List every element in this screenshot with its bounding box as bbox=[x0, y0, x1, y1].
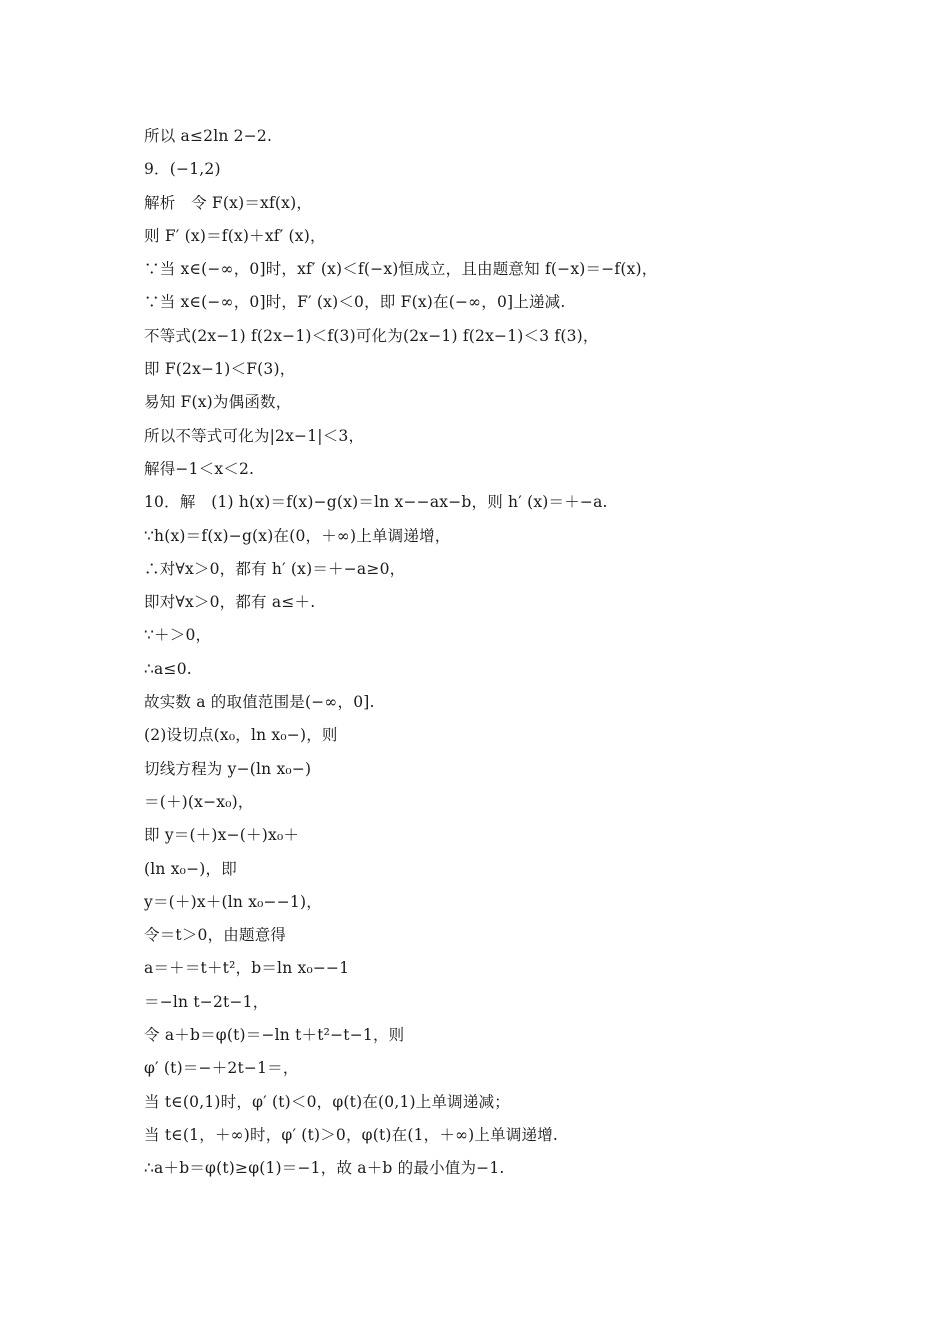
text-line: (ln x₀−)，即 bbox=[144, 859, 237, 878]
text-line: 即 y＝(＋)x−(＋)x₀＋ bbox=[144, 826, 300, 845]
text-line: 当 t∈(1，＋∞)时，φ′ (t)＞0，φ(t)在(1，＋∞)上单调递增. bbox=[144, 1125, 559, 1144]
text-line: 即对∀x＞0，都有 a≤＋. bbox=[144, 593, 316, 612]
text-line: φ′ (t)＝−＋2t−1＝， bbox=[144, 1059, 299, 1078]
text-line: ∴对∀x＞0，都有 h′ (x)＝＋−a≥0， bbox=[144, 559, 406, 578]
text-line: 10．解 (1) h(x)＝f(x)−g(x)＝ln x−−ax−b，则 h′ (x)＝＋−a. bbox=[144, 493, 608, 512]
text-line: 则 F′ (x)＝f(x)＋xf′ (x)， bbox=[144, 226, 326, 245]
text-line: y＝(＋)x＋(ln x₀−−1)， bbox=[144, 892, 322, 911]
text-line: ＝(＋)(x−x₀)， bbox=[144, 792, 254, 811]
text-line: 解析 令 F(x)＝xf(x)， bbox=[144, 193, 313, 212]
solution-text bbox=[144, 120, 824, 1186]
text-line: ＝−ln t−2t−1， bbox=[144, 992, 269, 1011]
text-line: 所以不等式可化为|2x−1|＜3， bbox=[144, 426, 365, 445]
text-line: 切线方程为 y−(ln x₀−) bbox=[144, 759, 312, 778]
text-line: 故实数 a 的取值范围是(−∞，0]. bbox=[144, 693, 375, 712]
text-line: a＝＋＝t＋t²，b＝ln x₀−−1 bbox=[144, 959, 350, 978]
text-line: ∴a＋b＝φ(t)≥φ(1)＝−1，故 a＋b 的最小值为−1. bbox=[144, 1159, 505, 1178]
text-line: ∵h(x)＝f(x)−g(x)在(0，＋∞)上单调递增， bbox=[144, 526, 451, 545]
text-line: 令 a＋b＝φ(t)＝−ln t＋t²−t−1，则 bbox=[144, 1026, 405, 1045]
text-line: 9．(−1,2) bbox=[144, 160, 221, 179]
text-line: 解得−1＜x＜2. bbox=[144, 459, 255, 478]
text-line: 令＝t＞0，由题意得 bbox=[144, 926, 287, 945]
text-line: ∵当 x∈(−∞，0]时，F′ (x)＜0，即 F(x)在(−∞，0]上递减. bbox=[144, 293, 566, 312]
text-line: ∴a≤0. bbox=[144, 659, 192, 678]
text-line: (2)设切点(x₀，ln x₀−)，则 bbox=[144, 726, 338, 745]
text-line: 所以 a≤2ln 2−2. bbox=[144, 127, 273, 145]
text-line: 即 F(2x−1)＜F(3)， bbox=[144, 360, 296, 379]
text-line: 易知 F(x)为偶函数， bbox=[144, 393, 292, 412]
text-line: ∵＋＞0， bbox=[144, 626, 212, 645]
text-line: 不等式(2x−1) f(2x−1)＜f(3)可化为(2x−1) f(2x−1)＜3 f(3)， bbox=[144, 326, 599, 345]
text-line: 当 t∈(0,1)时，φ′ (t)＜0，φ(t)在(0,1)上单调递减； bbox=[144, 1092, 510, 1111]
text-line: ∵当 x∈(−∞，0]时，xf′ (x)＜f(−x)恒成立，且由题意知 f(−x)＝−f(x)， bbox=[144, 260, 658, 279]
